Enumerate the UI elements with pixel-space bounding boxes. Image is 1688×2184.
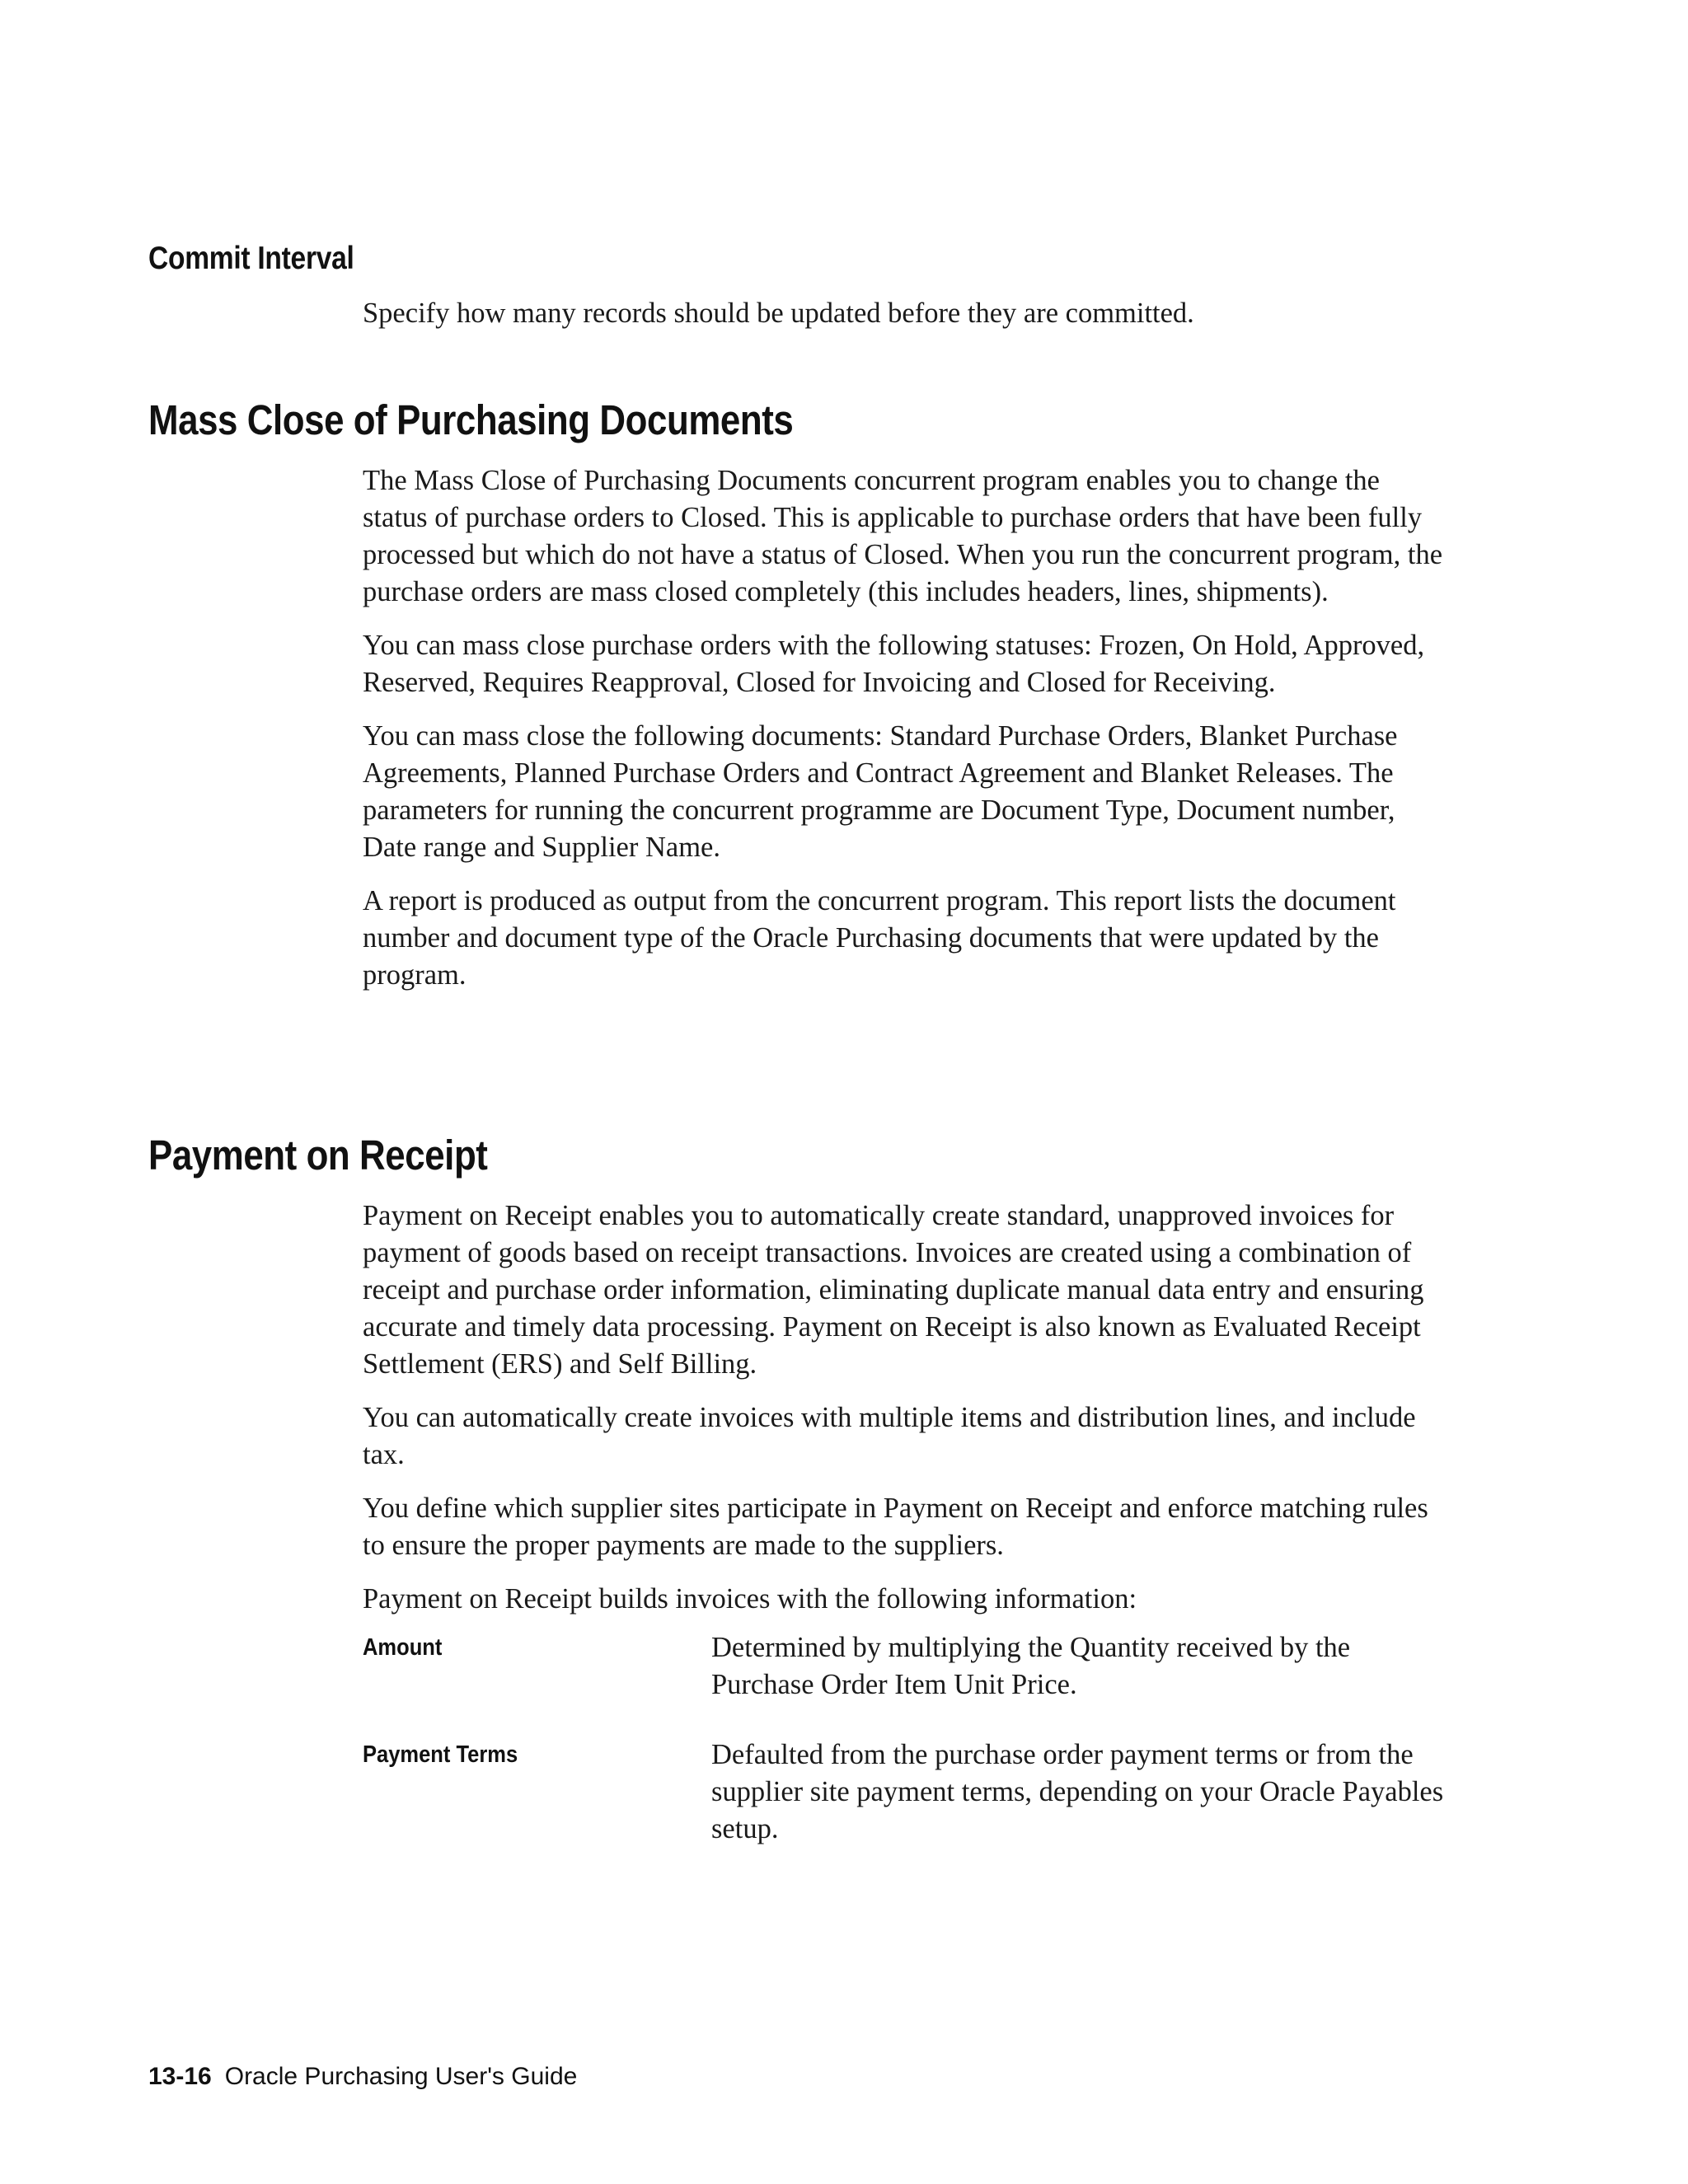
section-heading-payment-on-receipt: Payment on Receipt bbox=[148, 1132, 488, 1179]
paragraph: The Mass Close of Purchasing Documents concurrent program enables you to change the status of purchase orders to Closed. This is applicable to purchase orders that have been fully processed but which do not have a status of Closed. When you run the concurrent program, the purchase orders are mass closed completely (this includes headers, lines, shipments). bbox=[363, 465, 1443, 607]
section-body-commit-interval bbox=[363, 295, 1451, 349]
book-title: Oracle Purchasing User's Guide bbox=[224, 2063, 578, 2090]
page-number: 13-16 bbox=[148, 2063, 212, 2090]
definition-term: Amount bbox=[363, 1634, 443, 1661]
page-footer bbox=[148, 2062, 577, 2092]
section-heading-mass-close: Mass Close of Purchasing Documents bbox=[148, 396, 794, 443]
section-body-mass-close bbox=[363, 462, 1451, 1010]
paragraph: You can mass close the following documents: Standard Purchase Orders, Blanket Purchase Agreements, Planned Purchase Orders and Contract Agreement and Blanket Releases. The parameters for running the concurrent programme are Document Type, Document number, Date range and Supplier Name. bbox=[363, 720, 1398, 863]
definition-row bbox=[363, 1736, 1451, 1848]
definition-description: Determined by multiplying the Quantity received by the Purchase Order Item Unit Price. bbox=[711, 1632, 1351, 1700]
paragraph: Specify how many records should be updated before they are committed. bbox=[363, 298, 1194, 329]
definition-list bbox=[363, 1629, 1451, 1881]
section-body-payment-on-receipt bbox=[363, 1197, 1451, 1634]
paragraph: Payment on Receipt enables you to automatically create standard, unapproved invoices for payment of goods based on receipt transactions. Invoices are created using a combination of receipt and purchase order information, eliminating duplicate manual data entry and ensuring accurate and timely data processing. Payment on Receipt is also known as Evaluated Receipt Settlement (ERS) and Self Billing. bbox=[363, 1200, 1424, 1380]
definition-description: Defaulted from the purchase order payment terms or from the supplier site payment terms, depending on your Oracle Payables setup. bbox=[711, 1739, 1444, 1844]
definition-term: Payment Terms bbox=[363, 1741, 518, 1768]
paragraph: You can mass close purchase orders with the following statuses: Frozen, On Hold, Approved, Reserved, Requires Reapproval, Closed for Invoicing and Closed for Receiving. bbox=[363, 630, 1425, 698]
section-heading-commit-interval: Commit Interval bbox=[148, 241, 354, 276]
paragraph: A report is produced as output from the concurrent program. This report lists the document number and document type of the Oracle Purchasing documents that were updated by the program. bbox=[363, 885, 1396, 991]
paragraph: You define which supplier sites participate in Payment on Receipt and enforce matching rules to ensure the proper payments are made to the suppliers. bbox=[363, 1493, 1428, 1561]
paragraph: You can automatically create invoices with multiple items and distribution lines, and include tax. bbox=[363, 1402, 1416, 1470]
definition-row bbox=[363, 1629, 1451, 1704]
paragraph: Payment on Receipt builds invoices with the following information: bbox=[363, 1583, 1137, 1615]
